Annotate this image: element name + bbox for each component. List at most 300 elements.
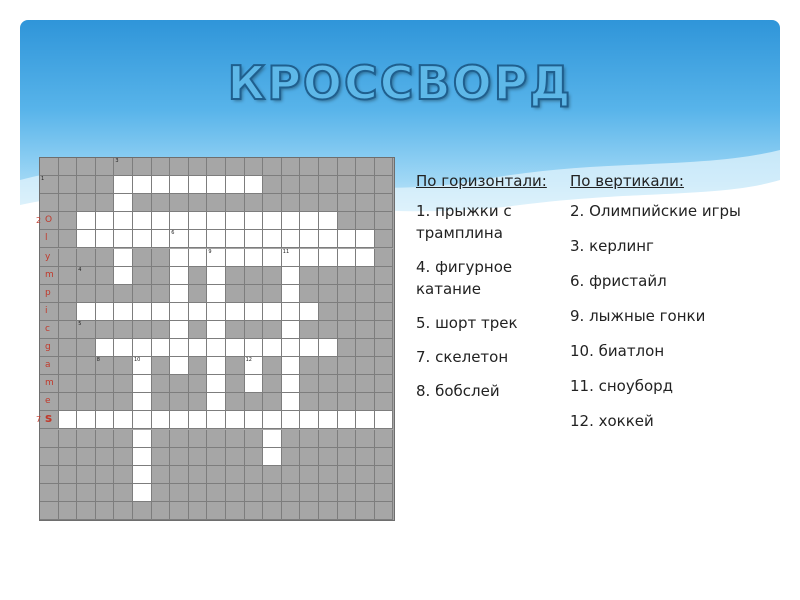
grid-cell bbox=[40, 176, 59, 194]
grid-cell bbox=[282, 502, 301, 520]
grid-cell bbox=[207, 303, 226, 321]
grid-cell bbox=[338, 375, 357, 393]
grid-cell bbox=[263, 176, 282, 194]
grid-cell bbox=[282, 411, 301, 429]
grid-cell bbox=[356, 411, 375, 429]
grid-cell bbox=[170, 357, 189, 375]
grid-cell bbox=[170, 212, 189, 230]
grid-cell bbox=[226, 230, 245, 248]
grid-cell bbox=[40, 285, 59, 303]
grid-cell bbox=[59, 411, 78, 429]
grid-cell bbox=[226, 303, 245, 321]
grid-cell bbox=[356, 249, 375, 267]
cell-letter: g bbox=[45, 342, 51, 352]
grid-cell bbox=[170, 285, 189, 303]
grid-cell bbox=[96, 448, 115, 466]
grid-cell bbox=[207, 212, 226, 230]
grid-cell bbox=[375, 158, 394, 176]
grid-cell bbox=[282, 339, 301, 357]
grid-cell bbox=[375, 375, 394, 393]
cell-number: 9 bbox=[208, 248, 212, 255]
grid-cell bbox=[245, 357, 264, 375]
cell-letter: m bbox=[45, 378, 54, 389]
grid-cell bbox=[356, 430, 375, 448]
grid-cell bbox=[375, 484, 394, 502]
grid-cell bbox=[263, 267, 282, 285]
grid-cell bbox=[338, 484, 357, 502]
grid-cell bbox=[114, 267, 133, 285]
grid-cell bbox=[96, 285, 115, 303]
grid-cell bbox=[133, 303, 152, 321]
grid-cell bbox=[338, 321, 357, 339]
grid-cell bbox=[189, 303, 208, 321]
grid-cell bbox=[245, 176, 264, 194]
grid-cell bbox=[282, 448, 301, 466]
grid-cell bbox=[170, 484, 189, 502]
grid-cell bbox=[207, 249, 226, 267]
grid-cell bbox=[59, 375, 78, 393]
grid-cell bbox=[77, 285, 96, 303]
grid-cell bbox=[189, 430, 208, 448]
grid-cell bbox=[40, 158, 59, 176]
horizontal-heading: По горизонтали: bbox=[416, 172, 547, 190]
grid-cell bbox=[263, 411, 282, 429]
grid-cell bbox=[40, 230, 59, 248]
grid-cell bbox=[189, 484, 208, 502]
vertical-clue: 3. керлинг bbox=[570, 237, 654, 255]
grid-cell bbox=[226, 393, 245, 411]
vertical-clue: 6. фристайл bbox=[570, 272, 667, 290]
grid-cell bbox=[114, 230, 133, 248]
grid-cell bbox=[300, 466, 319, 484]
grid-cell bbox=[356, 176, 375, 194]
grid-cell bbox=[263, 430, 282, 448]
grid-cell bbox=[114, 303, 133, 321]
grid-cell bbox=[263, 194, 282, 212]
grid-cell bbox=[133, 267, 152, 285]
grid-cell bbox=[356, 267, 375, 285]
grid-cell bbox=[59, 484, 78, 502]
grid-cell bbox=[356, 466, 375, 484]
grid-cell bbox=[263, 158, 282, 176]
grid-cell bbox=[245, 194, 264, 212]
grid-cell bbox=[77, 303, 96, 321]
grid-cell bbox=[152, 249, 171, 267]
page-title: КРОССВОРД bbox=[227, 56, 573, 110]
grid-cell bbox=[356, 484, 375, 502]
grid-cell bbox=[170, 249, 189, 267]
grid-cell bbox=[319, 502, 338, 520]
grid-cell bbox=[338, 303, 357, 321]
grid-cell bbox=[40, 267, 59, 285]
grid-cell bbox=[133, 212, 152, 230]
grid-cell bbox=[282, 321, 301, 339]
grid-cell bbox=[96, 267, 115, 285]
grid-cell bbox=[77, 339, 96, 357]
grid-cell bbox=[338, 230, 357, 248]
grid-cell bbox=[319, 466, 338, 484]
grid-cell bbox=[189, 502, 208, 520]
horizontal-clue: 7. скелетон bbox=[416, 348, 509, 366]
grid-cell bbox=[77, 176, 96, 194]
grid-cell bbox=[40, 502, 59, 520]
grid-cell bbox=[114, 448, 133, 466]
grid-cell bbox=[77, 411, 96, 429]
grid-cell bbox=[170, 411, 189, 429]
grid-cell bbox=[263, 448, 282, 466]
grid-cell bbox=[375, 267, 394, 285]
grid-cell bbox=[207, 411, 226, 429]
grid-cell bbox=[189, 176, 208, 194]
grid-cell bbox=[40, 357, 59, 375]
grid-cell bbox=[152, 357, 171, 375]
grid-cell bbox=[263, 466, 282, 484]
grid-cell bbox=[170, 375, 189, 393]
grid-cell bbox=[133, 249, 152, 267]
grid-cell bbox=[152, 230, 171, 248]
grid-cell bbox=[226, 249, 245, 267]
grid-cell bbox=[96, 484, 115, 502]
grid-cell bbox=[77, 502, 96, 520]
grid-cell bbox=[96, 502, 115, 520]
grid-cell bbox=[96, 249, 115, 267]
grid-cell bbox=[226, 158, 245, 176]
grid-cell bbox=[40, 393, 59, 411]
grid-cell bbox=[133, 448, 152, 466]
grid-cell bbox=[245, 230, 264, 248]
grid-cell bbox=[207, 230, 226, 248]
grid-cell bbox=[319, 430, 338, 448]
grid-cell bbox=[59, 357, 78, 375]
grid-cell bbox=[375, 194, 394, 212]
grid-cell bbox=[338, 448, 357, 466]
grid-cell bbox=[356, 303, 375, 321]
grid-cell bbox=[59, 176, 78, 194]
cell-letter: m bbox=[45, 269, 54, 280]
grid-cell bbox=[356, 285, 375, 303]
grid-cell bbox=[300, 194, 319, 212]
grid-cell bbox=[245, 285, 264, 303]
grid-cell bbox=[263, 357, 282, 375]
grid-cell bbox=[77, 230, 96, 248]
grid-cell bbox=[133, 484, 152, 502]
grid-cell bbox=[226, 375, 245, 393]
grid-cell bbox=[263, 303, 282, 321]
grid-cell bbox=[282, 158, 301, 176]
grid-cell bbox=[356, 158, 375, 176]
grid-cell bbox=[226, 212, 245, 230]
grid-cell bbox=[114, 158, 133, 176]
grid-cell bbox=[226, 267, 245, 285]
grid-cell bbox=[245, 430, 264, 448]
grid-cell bbox=[96, 357, 115, 375]
grid-cell bbox=[189, 339, 208, 357]
grid-cell bbox=[375, 176, 394, 194]
grid-cell bbox=[59, 393, 78, 411]
grid-cell bbox=[59, 502, 78, 520]
grid-cell bbox=[133, 194, 152, 212]
grid-cell bbox=[319, 357, 338, 375]
grid-cell bbox=[375, 230, 394, 248]
grid-cell bbox=[133, 339, 152, 357]
grid-cell bbox=[152, 502, 171, 520]
grid-cell bbox=[96, 339, 115, 357]
grid-cell bbox=[207, 375, 226, 393]
grid-cell bbox=[338, 285, 357, 303]
cell-letter: p bbox=[45, 287, 51, 298]
grid-cell bbox=[152, 430, 171, 448]
grid-cell bbox=[133, 430, 152, 448]
grid-cell bbox=[207, 448, 226, 466]
grid-cell bbox=[189, 375, 208, 393]
grid-cell bbox=[207, 484, 226, 502]
grid-cell bbox=[59, 194, 78, 212]
grid-cell bbox=[189, 411, 208, 429]
grid-cell bbox=[96, 393, 115, 411]
grid-cell bbox=[282, 194, 301, 212]
cell-letter: a bbox=[45, 360, 51, 371]
grid-cell bbox=[319, 321, 338, 339]
grid-cell bbox=[263, 484, 282, 502]
grid-cell bbox=[338, 158, 357, 176]
grid-cell bbox=[226, 194, 245, 212]
grid-cell bbox=[300, 357, 319, 375]
grid-cell bbox=[152, 375, 171, 393]
grid-cell bbox=[226, 176, 245, 194]
grid-cell bbox=[356, 357, 375, 375]
grid-cell bbox=[245, 448, 264, 466]
grid-cell bbox=[40, 411, 59, 429]
grid-cell bbox=[189, 357, 208, 375]
grid-cell bbox=[263, 230, 282, 248]
grid-cell bbox=[245, 502, 264, 520]
grid-cell bbox=[133, 411, 152, 429]
horizontal-clue: 4. фигурное катание bbox=[416, 258, 513, 298]
grid-cell bbox=[375, 303, 394, 321]
grid-cell bbox=[282, 230, 301, 248]
slide bbox=[20, 20, 780, 580]
grid-cell bbox=[170, 393, 189, 411]
vertical-clue: 10. биатлон bbox=[570, 342, 665, 360]
grid-cell bbox=[375, 285, 394, 303]
grid-cell bbox=[263, 375, 282, 393]
cell-letter: e bbox=[45, 396, 51, 407]
grid-cell bbox=[207, 158, 226, 176]
grid-cell bbox=[170, 502, 189, 520]
grid-cell bbox=[226, 466, 245, 484]
grid-cell bbox=[40, 194, 59, 212]
grid-cell bbox=[375, 357, 394, 375]
grid-cell bbox=[170, 321, 189, 339]
cell-letter: y bbox=[45, 251, 51, 262]
grid-cell bbox=[152, 303, 171, 321]
grid-cell bbox=[189, 194, 208, 212]
grid-cell bbox=[245, 411, 264, 429]
grid-cell bbox=[114, 375, 133, 393]
grid-cell bbox=[77, 267, 96, 285]
cell-number: 11 bbox=[282, 248, 290, 255]
grid-cell bbox=[375, 502, 394, 520]
grid-cell bbox=[338, 411, 357, 429]
grid-cell bbox=[152, 339, 171, 357]
grid-cell bbox=[226, 285, 245, 303]
grid-cell bbox=[226, 448, 245, 466]
cell-number: 6 bbox=[171, 230, 175, 237]
grid-cell bbox=[133, 158, 152, 176]
grid-cell bbox=[96, 158, 115, 176]
vertical-clue: 2. Олимпийские игры bbox=[570, 202, 741, 220]
grid-cell bbox=[319, 484, 338, 502]
grid-cell bbox=[245, 339, 264, 357]
grid-cell bbox=[114, 339, 133, 357]
grid-cell bbox=[300, 448, 319, 466]
grid-cell bbox=[319, 411, 338, 429]
grid-cell bbox=[77, 375, 96, 393]
grid-cell bbox=[133, 285, 152, 303]
cell-number: 4 bbox=[78, 266, 82, 273]
cell-number: 8 bbox=[96, 357, 100, 364]
grid-cell bbox=[77, 321, 96, 339]
cell-number: 5 bbox=[78, 320, 82, 327]
grid-cell bbox=[338, 194, 357, 212]
grid-cell bbox=[189, 249, 208, 267]
grid-cell bbox=[114, 176, 133, 194]
grid-cell bbox=[245, 249, 264, 267]
horizontal-clue: 1. прыжки с трамплина bbox=[416, 202, 512, 242]
grid-cell bbox=[40, 339, 59, 357]
grid-cell bbox=[282, 357, 301, 375]
grid-cell bbox=[170, 230, 189, 248]
grid-cell bbox=[319, 230, 338, 248]
grid-cell bbox=[282, 484, 301, 502]
grid-cell bbox=[96, 194, 115, 212]
grid-cell bbox=[40, 430, 59, 448]
grid-cell bbox=[300, 502, 319, 520]
grid-cell bbox=[282, 393, 301, 411]
grid-cell bbox=[300, 303, 319, 321]
grid-cell bbox=[282, 303, 301, 321]
grid-cell bbox=[40, 212, 59, 230]
grid-cell bbox=[300, 375, 319, 393]
grid-cell bbox=[59, 448, 78, 466]
grid-cell bbox=[319, 303, 338, 321]
grid-cell bbox=[207, 176, 226, 194]
grid-cell bbox=[300, 393, 319, 411]
cell-letter: i bbox=[45, 305, 48, 316]
grid-cell bbox=[170, 339, 189, 357]
grid-cell bbox=[375, 393, 394, 411]
grid-cell bbox=[59, 466, 78, 484]
vertical-clue: 12. хоккей bbox=[570, 412, 654, 430]
grid-cell bbox=[356, 393, 375, 411]
grid-cell bbox=[40, 321, 59, 339]
grid-cell bbox=[207, 502, 226, 520]
grid-cell bbox=[77, 430, 96, 448]
grid-cell bbox=[96, 230, 115, 248]
grid-cell bbox=[77, 212, 96, 230]
vertical-heading: По вертикали: bbox=[570, 172, 684, 190]
grid-cell bbox=[263, 321, 282, 339]
grid-cell bbox=[114, 393, 133, 411]
grid-cell bbox=[338, 249, 357, 267]
grid-cell bbox=[152, 158, 171, 176]
grid-cell bbox=[375, 321, 394, 339]
cell-letter: c bbox=[45, 323, 50, 334]
grid-cell bbox=[226, 502, 245, 520]
grid-cell bbox=[263, 502, 282, 520]
grid-cell bbox=[133, 375, 152, 393]
grid-cell bbox=[207, 339, 226, 357]
grid-cell bbox=[133, 502, 152, 520]
grid-cell bbox=[114, 484, 133, 502]
grid-cell bbox=[263, 285, 282, 303]
grid-cell bbox=[338, 267, 357, 285]
grid-cell bbox=[356, 502, 375, 520]
grid-cell bbox=[152, 194, 171, 212]
grid-cell bbox=[170, 194, 189, 212]
grid-cell bbox=[77, 484, 96, 502]
grid-cell bbox=[338, 176, 357, 194]
grid-cell bbox=[152, 411, 171, 429]
grid-cell bbox=[59, 267, 78, 285]
grid-cell bbox=[263, 212, 282, 230]
grid-cell bbox=[59, 230, 78, 248]
grid-cell bbox=[319, 339, 338, 357]
grid-cell bbox=[207, 267, 226, 285]
grid-cell bbox=[226, 357, 245, 375]
grid-cell bbox=[96, 176, 115, 194]
horizontal-clue: 8. бобслей bbox=[416, 382, 500, 400]
grid-cell bbox=[319, 285, 338, 303]
grid-cell bbox=[319, 267, 338, 285]
grid-cell bbox=[96, 466, 115, 484]
grid-cell bbox=[77, 249, 96, 267]
grid-cell bbox=[114, 430, 133, 448]
grid-cell bbox=[114, 321, 133, 339]
grid-cell bbox=[338, 466, 357, 484]
grid-cell bbox=[282, 212, 301, 230]
grid-cell bbox=[114, 411, 133, 429]
grid-cell bbox=[189, 158, 208, 176]
grid-cell bbox=[226, 339, 245, 357]
grid-cell bbox=[263, 249, 282, 267]
grid-cell bbox=[170, 448, 189, 466]
grid-cell bbox=[59, 285, 78, 303]
grid-cell bbox=[40, 375, 59, 393]
grid-cell bbox=[282, 430, 301, 448]
vertical-clue: 11. сноуборд bbox=[570, 377, 674, 395]
grid-cell bbox=[245, 375, 264, 393]
grid-cell bbox=[300, 430, 319, 448]
grid-cell bbox=[375, 339, 394, 357]
grid-cell bbox=[245, 267, 264, 285]
grid-cell bbox=[152, 212, 171, 230]
grid-cell bbox=[282, 375, 301, 393]
grid-cell bbox=[59, 430, 78, 448]
cell-letter: s bbox=[45, 411, 53, 426]
grid-cell bbox=[300, 176, 319, 194]
grid-cell bbox=[152, 393, 171, 411]
cell-number: 10 bbox=[134, 357, 141, 364]
grid-cell bbox=[77, 393, 96, 411]
grid-cell bbox=[40, 303, 59, 321]
grid-cell bbox=[375, 249, 394, 267]
grid-cell bbox=[300, 484, 319, 502]
cell-number: 1 bbox=[41, 176, 45, 183]
grid-cell bbox=[189, 230, 208, 248]
grid-cell bbox=[133, 393, 152, 411]
grid-cell bbox=[40, 484, 59, 502]
